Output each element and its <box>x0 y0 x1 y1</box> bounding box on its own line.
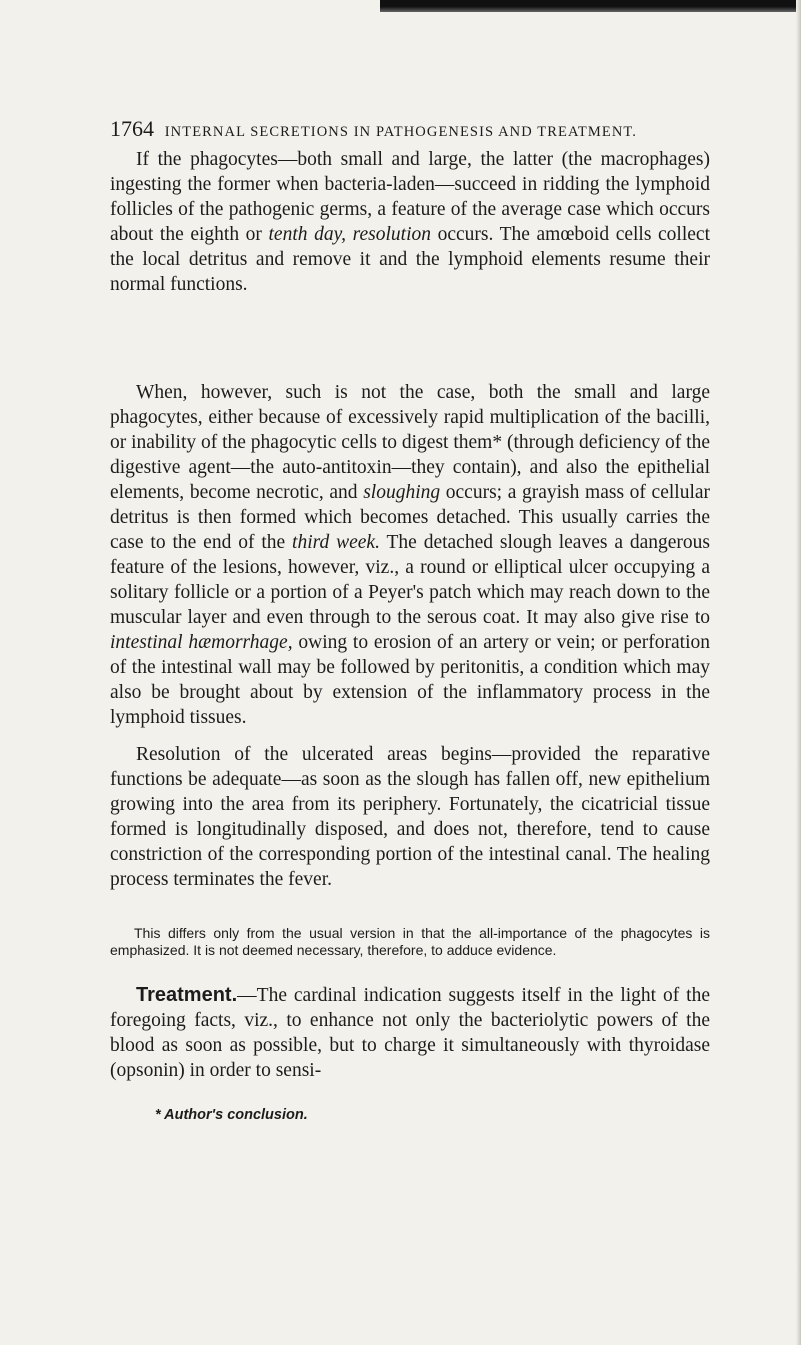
treatment-heading: Treatment. <box>136 984 238 1006</box>
page-right-edge <box>796 0 801 1345</box>
page-edge-shadow <box>380 0 801 12</box>
page-number: 1764 <box>110 116 154 141</box>
small-print-note: This differs only from the usual version in that the all-importance of the phagocytes is emphasized. It is not deemed necessary, therefore, to adduce evidence. <box>110 925 710 958</box>
running-header <box>110 116 710 142</box>
paragraph-resolution: If the phagocytes—both small and large, the latter (the macrophages) ingesting the former when bacteria-laden—succeed in ridding the lymphoid follicles of the pathogenic germs, a feature of the average case which occurs about the eighth or tenth day, resolution occurs. The amœboid cells collect the local detritus and remove it and the lymphoid elements resume their normal functions. <box>110 149 710 295</box>
footnote: * Author's conclusion. <box>155 1107 308 1123</box>
paragraph-treatment: Treatment.—The cardinal indication suggests itself in the light of the foregoing facts, viz., to enhance not only the bacteriolytic powers of the blood as soon as possible, but to charge it simultaneously with thyroidase (opsonin) in order to sensi- <box>110 984 710 1081</box>
running-title: INTERNAL SECRETIONS IN PATHOGENESIS AND TREATMENT. <box>164 124 638 140</box>
paragraph-sloughing: When, however, such is not the case, both the small and large phagocytes, either because of excessively rapid multiplication of the bacilli, or inability of the phagocytic cells to digest them* (through deficiency of the digestive agent—the auto-antitoxin—they contain), and also the epithelial elements, become necrotic, and sloughing occurs; a grayish mass of cellular detritus is then formed which becomes detached. This usually carries the case to the end of the third week. The detached slough leaves a dangerous feature of the lesions, however, viz., a round or elliptical ulcer occupying a solitary follicle or a portion of a Peyer's patch which may reach down to the muscular layer and even through to the serous coat. It may also give rise to intestinal hæmorrhage, owing to erosion of an artery or vein; or perforation of the intestinal wall may be followed by peritonitis, a condition which may also be brought about by extension of the inflammatory process in the lymphoid tissues. <box>110 382 711 728</box>
paragraph-healing: Resolution of the ulcerated areas begins—provided the reparative functions be adequate—as soon as the slough has fallen off, new epithelium growing into the area from its periphery. Fortunately, the cicatricial tissue formed is longitudinally disposed, and does not, therefore, tend to cause constriction of the corresponding portion of the intestinal canal. The healing process terminates the fever. <box>110 744 710 890</box>
